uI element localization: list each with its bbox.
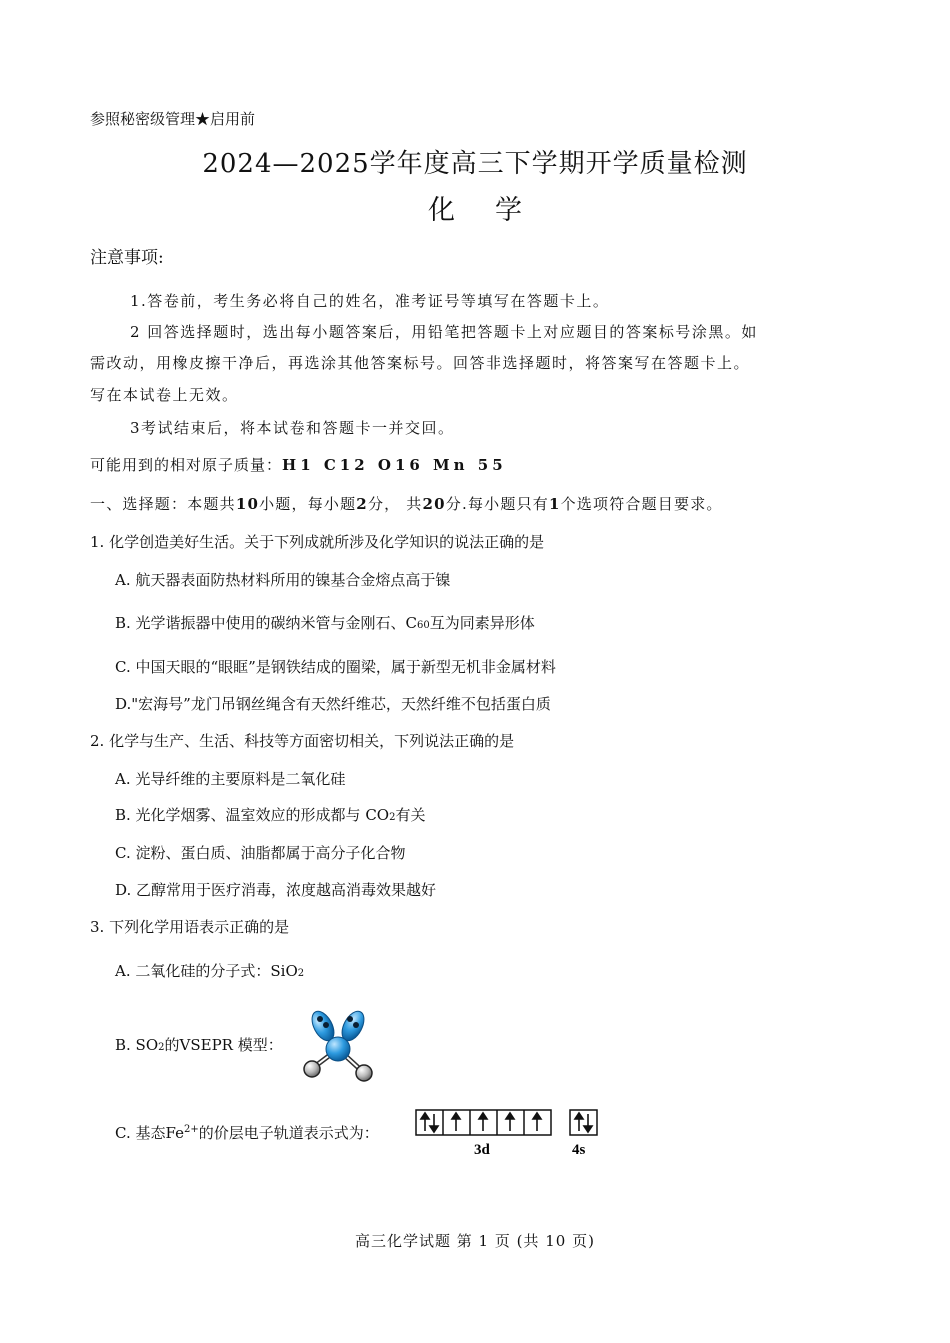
option-b-text: B. 光学谐振器中使用的碳纳米管与金刚石、C bbox=[115, 614, 418, 632]
option-c-text: C. 基态Fe bbox=[115, 1124, 184, 1142]
section-count: 10 bbox=[235, 495, 260, 513]
option-b-tail: 互为同素异形体 bbox=[429, 614, 535, 632]
question-1-option-b bbox=[115, 612, 535, 633]
notice-item-3: 3考试结束后，将本试卷和答题卡一并交回。 bbox=[130, 419, 455, 437]
superscript: 2+ bbox=[183, 1124, 199, 1135]
section-only: 1 bbox=[548, 495, 561, 513]
subscript: 2 bbox=[389, 812, 396, 823]
atomic-masses-label: 可能用到的相对原子质量： bbox=[90, 456, 283, 474]
section-heading bbox=[90, 493, 723, 514]
question-3-option-b bbox=[115, 1034, 283, 1055]
orbital-4s-label: 4s bbox=[572, 1142, 586, 1158]
exam-title: 2024—2025学年度高三下学期开学质量检测 bbox=[202, 149, 748, 179]
subscript: 2 bbox=[297, 968, 305, 979]
secret-mark: 参照秘密级管理★启用前 bbox=[90, 110, 256, 128]
question-2-option-a: A. 光导纤维的主要原料是二氧化硅 bbox=[115, 770, 346, 788]
question-2-option-b bbox=[115, 804, 426, 825]
orbital-diagram bbox=[414, 1107, 604, 1159]
section-text-4: 分.每小题只有 bbox=[445, 495, 549, 513]
notice-item-2-end: 写在本试卷上无效。 bbox=[90, 386, 239, 404]
notice-heading: 注意事项: bbox=[90, 248, 164, 268]
notice-item-2-cont: 需改动，用橡皮擦干净后，再选涂其他答案标号。回答非选择题时，将答案写在答题卡上。 bbox=[90, 354, 751, 372]
section-text-5: 个选项符合题目要求。 bbox=[560, 495, 723, 513]
question-3-option-c bbox=[115, 1122, 379, 1143]
vsepr-model-image bbox=[292, 1005, 382, 1085]
notice-item-1: 1.答卷前，考生务必将自己的姓名，准考证号等填写在答题卡上。 bbox=[130, 292, 610, 310]
subject-title: 化学 bbox=[428, 195, 562, 226]
option-c-tail: 的价层电子轨道表示式为： bbox=[198, 1124, 379, 1142]
question-2-stem: 2. 化学与生产、生活、科技等方面密切相关，下列说法正确的是 bbox=[90, 732, 515, 750]
section-text-1: 一、选择题：本题共 bbox=[90, 495, 236, 513]
question-1-stem: 1. 化学创造美好生活。关于下列成就所涉及化学知识的说法正确的是 bbox=[90, 533, 545, 551]
option-a-text: A. 二氧化硅的分子式：SiO bbox=[115, 962, 298, 980]
notice-item-2: 2 回答选择题时，选出每小题答案后，用铅笔把答题卡上对应题目的答案标号涂黑。如 bbox=[130, 323, 758, 341]
question-2-option-c: C. 淀粉、蛋白质、油脂都属于高分子化合物 bbox=[115, 844, 406, 862]
question-2-option-d: D. 乙醇常用于医疗消毒，浓度越高消毒效果越好 bbox=[115, 881, 437, 899]
section-text-2: 小题，每小题 bbox=[259, 495, 357, 513]
question-3-option-a bbox=[115, 960, 304, 981]
subscript: 2 bbox=[158, 1042, 165, 1053]
section-total: 20 bbox=[422, 495, 446, 513]
orbital-3d-label: 3d bbox=[474, 1142, 490, 1158]
option-b-text: B. 光化学烟雾、温室效应的形成都与 CO bbox=[115, 806, 390, 824]
option-b-text: B. SO bbox=[115, 1036, 159, 1054]
subscript: 60 bbox=[417, 620, 430, 631]
question-3-stem: 3. 下列化学用语表示正确的是 bbox=[90, 918, 290, 936]
question-1-option-a: A. 航天器表面防热材料所用的镍基合金熔点高于镍 bbox=[115, 571, 451, 589]
section-score: 2 bbox=[356, 495, 368, 513]
option-b-tail: 的VSEPR 模型： bbox=[164, 1036, 283, 1054]
section-text-3: 分， 共 bbox=[367, 495, 423, 513]
atomic-masses bbox=[90, 454, 507, 475]
question-1-option-c: C. 中国天眼的“眼眶”是钢铁结成的圈梁，属于新型无机非金属材料 bbox=[115, 658, 556, 676]
atomic-masses-values: H1 C12 O16 Mn 55 bbox=[282, 456, 507, 474]
option-b-tail: 有关 bbox=[395, 806, 426, 824]
question-1-option-d: D."宏海号”龙门吊钢丝绳含有天然纤维芯，天然纤维不包括蛋白质 bbox=[115, 695, 551, 713]
page-footer: 高三化学试题 第 1 页 (共 10 页) bbox=[355, 1232, 595, 1250]
